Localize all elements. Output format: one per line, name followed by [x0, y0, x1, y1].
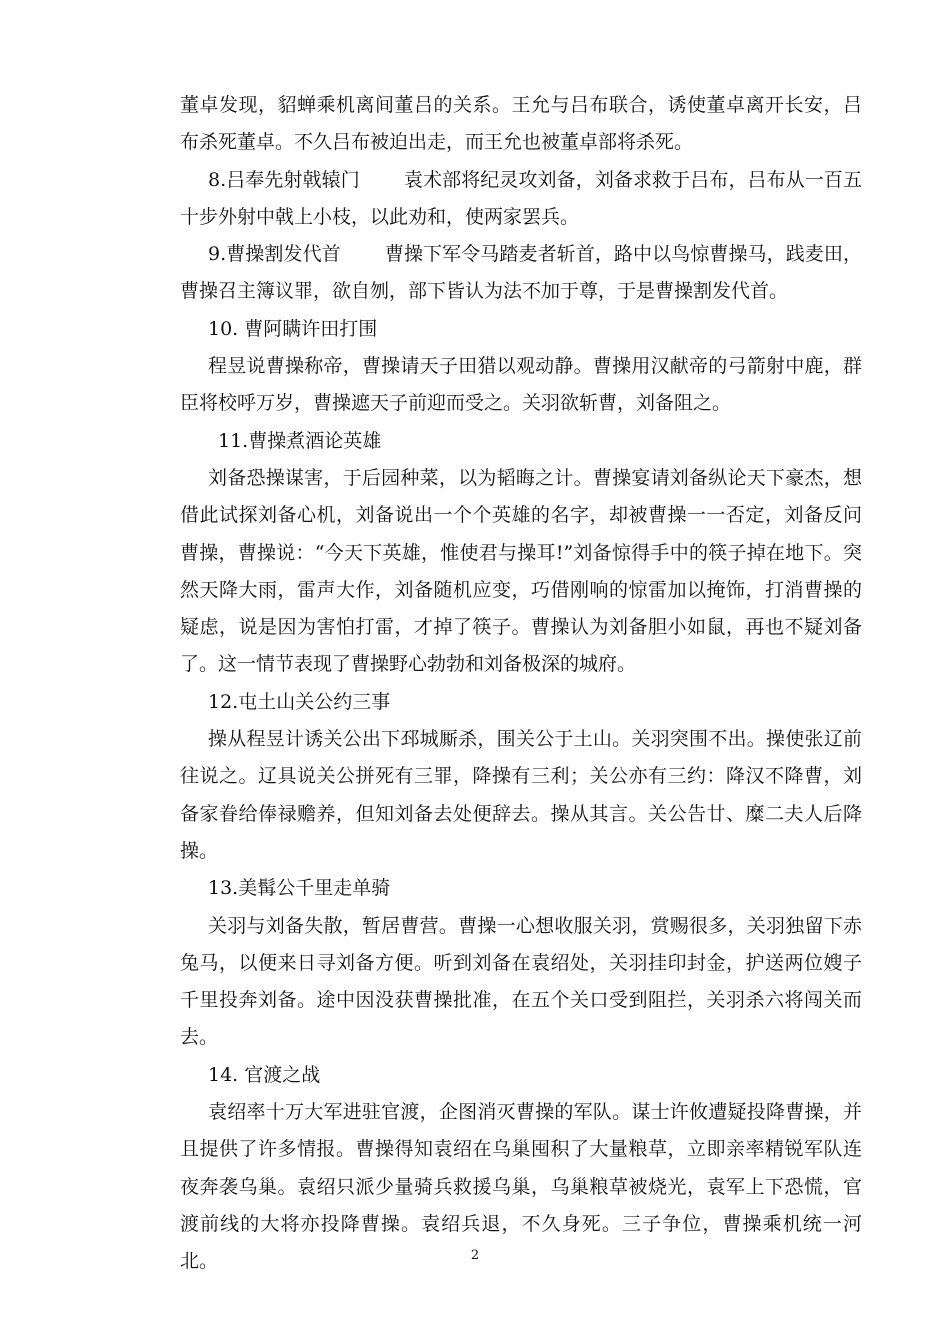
entry-8-text: 袁术部将纪灵攻刘备，刘备求救于吕布，吕布从一百五十步外射中戟上小枝，以此劝和，使两家罢兵。: [180, 168, 862, 228]
entry-9: [180, 236, 862, 311]
entry-8: [180, 162, 862, 237]
paragraph-11: 刘备恐操谋害，于后园种菜，以为韬晦之计。曹操宴请刘备纵论天下豪杰，想借此试探刘备心机，刘备说出一个个英雄的名字，却被曹操一一否定，刘备反问曹操，曹操说：“今天下英雄，惟使君与操耳!”刘备惊得手中的筷子掉在地下。突然天降大雨，雷声大作，刘备随机应变，巧借刚响的惊雷加以掩饰，打消曹操的疑虑，说是因为害怕打雷，才掉了筷子。曹操认为刘备胆小如鼠，再也不疑刘备了。这一情节表现了曹操野心勃勃和刘备极深的城府。: [180, 466, 862, 676]
paragraph-14: 袁绍率十万大军进驻官渡，企图消灭曹操的军队。谋士许攸遭疑投降曹操，并且提供了许多情报。曹操得知袁绍在乌巢囤积了大量粮草，立即亲率精锐军队连夜奔袭乌巢。袁绍只派少量骑兵救援乌巢，乌巢粮草被烧光，袁军上下恐慌，官渡前线的大将亦投降曹操。袁绍兵退，不久身死。三子争位，曹操乘机统一河北。: [180, 1101, 862, 1273]
heading-10: 10. 曹阿瞒许田打围: [208, 317, 378, 340]
entry-8-title: 8.吕奉先射戟辕门: [208, 168, 360, 191]
entry-9-text: 曹操下军令马踏麦者斩首，路中以鸟惊曹操马，践麦田，曹操召主簿议罪，欲自刎，部下皆认为法不加于尊，于是曹操割发代首。: [180, 243, 862, 303]
entry-9-title: 9.曹操割发代首: [208, 243, 341, 266]
heading-14: 14. 官渡之战: [208, 1063, 321, 1086]
heading-13: 13.美髯公千里走单骑: [208, 877, 391, 900]
paragraph-dong-zhuo: 董卓发现，貂蝉乘机离间董吕的关系。王允与吕布联合，诱使董卓离开长安，吕布杀死董卓。不久吕布被迫出走，而王允也被董卓部将杀死。: [180, 94, 862, 154]
page-number: 2: [470, 1248, 480, 1263]
paragraph-10: 程昱说曹操称帝，曹操请天子田猎以观动静。曹操用汉献帝的弓箭射中鹿，群臣将校呼万岁，曹操遮天子前迎而受之。关羽欲斩曹，刘备阻之。: [180, 355, 862, 415]
paragraph-12: 操从程昱计诱关公出下邳城厮杀，围关公于土山。关羽突围不出。操使张辽前往说之。辽具说关公拼死有三罪，降操有三利；关公亦有三约：降汉不降曹，刘备家眷给俸禄赡养，但知刘备去处便辞去。操从其言。关公告廿、糜二夫人后降操。: [180, 728, 862, 862]
heading-11: 11.曹操煮酒论英雄: [218, 429, 382, 452]
paragraph-13: 关羽与刘备失散，暂居曹营。曹操一心想收服关羽，赏赐很多，关羽独留下赤兔马，以便来日寻刘备方便。听到刘备在袁绍处，关羽挂印封金，护送两位嫂子千里投奔刘备。途中因没获曹操批准，在五个关口受到阻拦，关羽杀六将闯关而去。: [180, 914, 862, 1049]
document-body: [180, 87, 862, 1281]
heading-12: 12.屯土山关公约三事: [208, 690, 391, 713]
